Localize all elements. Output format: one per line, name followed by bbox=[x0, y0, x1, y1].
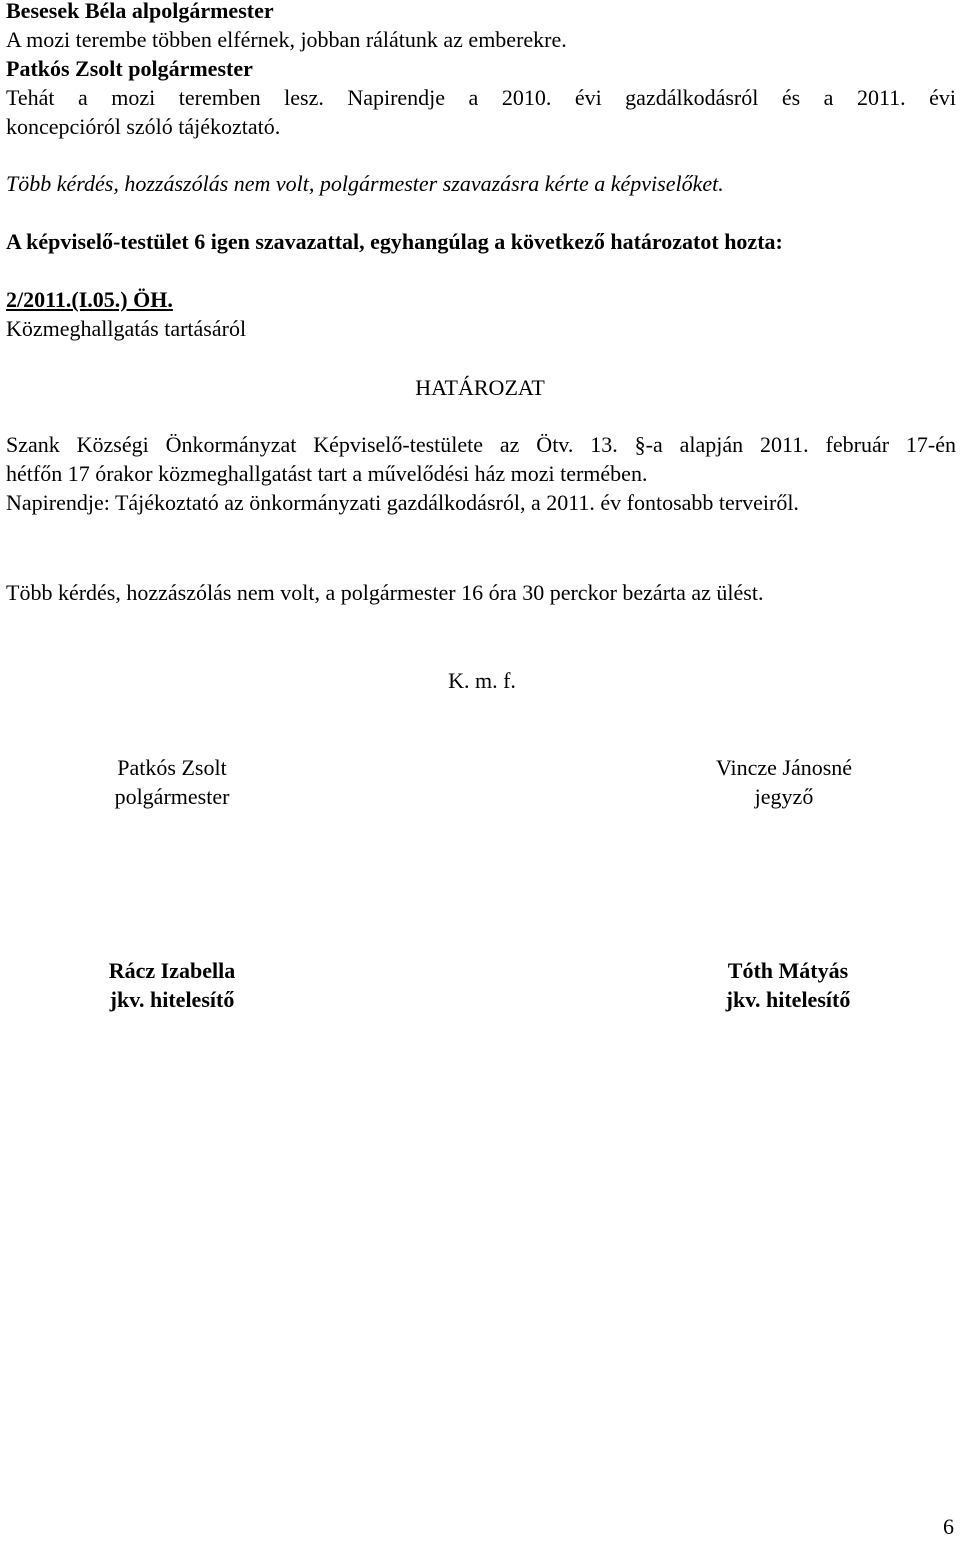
signature-name: Tóth Mátyás bbox=[727, 958, 849, 983]
closing-text: Több kérdés, hozzászólás nem volt, a polgármester 16 óra 30 perckor bezárta az ülést. bbox=[6, 580, 764, 605]
signature-name: Rácz Izabella bbox=[108, 958, 236, 983]
speech-1 bbox=[6, 0, 956, 54]
discussion-note-text: Több kérdés, hozzászólás nem volt, polgármester szavazásra kérte a képviselőket. bbox=[6, 171, 724, 196]
kmf-label: K. m. f. bbox=[448, 668, 516, 693]
signature-title: jkv. hitelesítő bbox=[725, 987, 851, 1012]
speech-text: A mozi terembe többen elférnek, jobban rálátunk az emberekre. bbox=[6, 27, 567, 52]
speech-text: Tehát a mozi teremben lesz. Napirendje a 2010. évi gazdálkodásról és a 2011. évi bbox=[6, 85, 956, 110]
resolution-body bbox=[6, 430, 956, 517]
signature-title: jkv. hitelesítő bbox=[109, 987, 235, 1012]
resolution-number: 2/2011.(I.05.) ÖH. bbox=[6, 287, 173, 312]
signature-verifier-1 bbox=[60, 956, 284, 1014]
signature-verifier-2 bbox=[676, 956, 900, 1014]
signature-name: Patkós Zsolt bbox=[117, 755, 227, 780]
resolution-body-line: hétfőn 17 órakor közmeghallgatást tart a művelődési ház mozi termében. bbox=[6, 461, 648, 486]
speech-2 bbox=[6, 54, 956, 141]
closing-statement bbox=[6, 578, 956, 607]
resolution-heading: HATÁROZAT bbox=[415, 375, 545, 400]
vote-statement bbox=[6, 227, 956, 256]
resolution-body-line: Szank Községi Önkormányzat Képviselő-testülete az Ötv. 13. §-a alapján 2011. február 17-én bbox=[6, 432, 956, 457]
resolution-subject: Közmeghallgatás tartásáról bbox=[6, 316, 247, 341]
signature-name: Vincze Jánosné bbox=[715, 755, 853, 780]
resolution-body-line: Napirendje: Tájékoztató az önkormányzati gazdálkodásról, a 2011. év fontosabb terveiről. bbox=[6, 490, 799, 515]
discussion-note bbox=[6, 169, 956, 198]
vote-statement-text: A képviselő-testület 6 igen szavazattal, egyhangúlag a következő határozatot hozta: bbox=[6, 229, 783, 254]
signature-title: polgármester bbox=[114, 784, 230, 809]
resolution-header bbox=[6, 285, 956, 343]
speaker-name: Besesek Béla alpolgármester bbox=[6, 0, 274, 23]
page-number: 6 bbox=[943, 1514, 954, 1539]
signature-mayor bbox=[60, 753, 284, 811]
speech-text: koncepcióról szóló tájékoztató. bbox=[6, 114, 281, 139]
signature-notary bbox=[672, 753, 896, 811]
signature-title: jegyző bbox=[754, 784, 814, 809]
speaker-name: Patkós Zsolt polgármester bbox=[6, 56, 253, 81]
